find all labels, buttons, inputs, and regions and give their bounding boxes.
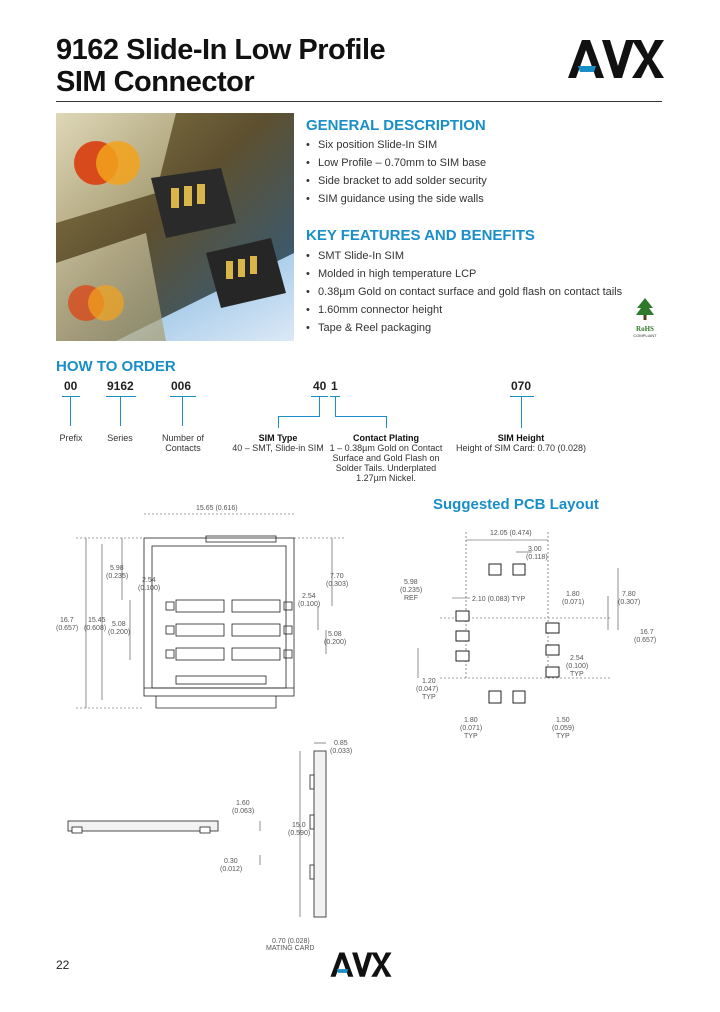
order-connector xyxy=(335,396,336,416)
order-underline xyxy=(510,396,534,397)
key-features-list xyxy=(306,247,622,337)
list-item: • 1.60mm connector height xyxy=(306,301,622,319)
sim-height-desc: Height of SIM Card: 0.70 (0.028) xyxy=(455,443,587,453)
pcb-dim: 3.00 xyxy=(528,546,542,553)
header-rule xyxy=(56,101,662,102)
order-connector xyxy=(386,416,387,428)
pcb-layout-drawing xyxy=(400,518,670,744)
top-view-drawing xyxy=(56,500,356,720)
top-dim: (0.657) xyxy=(56,625,79,632)
plating-label xyxy=(326,433,446,483)
side-dim: (0.590) xyxy=(288,830,311,837)
list-item: • SMT Slide-In SIM xyxy=(306,247,622,265)
title-line-1: 9162 Slide-In Low Profile xyxy=(56,34,386,66)
pcb-dim: (0.047) xyxy=(416,686,439,693)
list-item: • Low Profile – 0.70mm to SIM base xyxy=(306,154,487,172)
order-connector xyxy=(182,396,183,426)
pcb-dim: 2.54 xyxy=(570,655,584,662)
pcb-dim: 1.80 xyxy=(464,717,478,724)
pcb-dim: 1.50 xyxy=(556,717,570,724)
top-dim: 2.54 xyxy=(302,593,316,600)
order-connector xyxy=(278,416,320,417)
pcb-dim: (0.307) xyxy=(618,599,641,606)
order-underline xyxy=(62,396,80,397)
order-code-prefix: 00 xyxy=(64,379,78,393)
rohs-sub: COMPLIANT xyxy=(633,333,657,338)
side-dim: 0.30 xyxy=(224,858,238,865)
prefix-label: Prefix xyxy=(59,433,83,443)
sim-type-desc: 40 – SMT, Slide-in SIM xyxy=(232,443,324,453)
pcb-dim: 7.80 xyxy=(622,591,636,598)
order-underline xyxy=(170,396,196,397)
avx-footer-logo xyxy=(328,950,394,978)
pcb-dim: (0.118) xyxy=(526,554,548,561)
title-line-2: SIM Connector xyxy=(56,66,255,98)
top-dim: 5.98 xyxy=(110,565,124,572)
side-dim: 15.0 xyxy=(292,822,306,829)
general-description-heading: GENERAL DESCRIPTION xyxy=(306,117,486,134)
top-dim: 15.45 xyxy=(88,617,106,624)
pcb-dim: TYP xyxy=(556,733,570,740)
logo-text: AVX xyxy=(566,36,568,37)
plating-title: Contact Plating xyxy=(352,433,419,443)
key-features-heading: KEY FEATURES AND BENEFITS xyxy=(306,227,535,244)
list-item: • Six position Slide-In SIM xyxy=(306,136,487,154)
pcb-dim: (0.657) xyxy=(634,637,657,644)
top-dim: 16.7 xyxy=(60,617,74,624)
contacts-label xyxy=(152,433,214,453)
order-connector xyxy=(319,396,320,416)
top-dim: (0.235) xyxy=(106,573,129,580)
contacts-label-line: Contacts xyxy=(165,443,201,453)
list-item: • 0.38µm Gold on contact surface and gold flash on contact tails xyxy=(306,283,622,301)
top-dim: 5.08 xyxy=(112,621,126,628)
side-view-drawing xyxy=(60,735,390,945)
contacts-label-line: Number of xyxy=(161,433,205,443)
pcb-dim: (0.235) xyxy=(400,587,423,594)
order-code-series: 9162 xyxy=(107,379,134,393)
list-item: • SIM guidance using the side walls xyxy=(306,190,487,208)
order-code-plating: 1 xyxy=(331,379,338,393)
top-dim: (0.303) xyxy=(326,581,349,588)
plating-desc-line: 1.27µm Nickel. xyxy=(356,473,416,483)
page-title xyxy=(56,34,385,98)
pcb-dim: 1.80 xyxy=(566,591,580,598)
side-dim-mating: MATING CARD xyxy=(266,945,315,952)
plating-desc-line: 1 – 0.38µm Gold on Contact xyxy=(329,443,443,453)
pcb-dim: 1.20 xyxy=(422,678,436,685)
rohs-label: RoHS xyxy=(636,325,654,333)
rohs-badge xyxy=(628,298,662,340)
pcb-dim: TYP xyxy=(422,694,436,701)
order-underline xyxy=(106,396,136,397)
pcb-dim: TYP xyxy=(570,671,584,678)
top-dim: (0.200) xyxy=(324,639,347,646)
pcb-dim: 16.7 xyxy=(640,629,654,636)
sim-type-label xyxy=(222,433,334,453)
pcb-dim: 12.05 (0.474) xyxy=(490,530,532,537)
top-dim: (0.100) xyxy=(298,601,321,608)
plating-desc-line: Solder Tails. Underplated xyxy=(335,463,437,473)
tree-icon xyxy=(635,298,655,320)
series-label: Series xyxy=(107,433,133,443)
top-dim: 7.70 xyxy=(330,573,344,580)
list-item: • Side bracket to add solder security xyxy=(306,172,487,190)
side-dim: 1.60 xyxy=(236,800,250,807)
order-connector xyxy=(70,396,71,426)
order-connector xyxy=(278,416,279,428)
pcb-dim: 2.10 (0.083) TYP xyxy=(472,596,526,603)
top-dim: 15.65 (0.616) xyxy=(196,505,238,512)
how-to-order-heading: HOW TO ORDER xyxy=(56,358,176,375)
order-code-height: 070 xyxy=(511,379,532,393)
top-dim: 5.08 xyxy=(328,631,342,638)
sim-type-title: SIM Type xyxy=(258,433,298,443)
pcb-dim: (0.100) xyxy=(566,663,589,670)
pcb-dim: REF xyxy=(404,595,418,602)
list-item: • Tape & Reel packaging xyxy=(306,319,622,337)
pcb-dim: (0.071) xyxy=(460,725,483,732)
pcb-dim: TYP xyxy=(464,733,478,740)
plating-desc-line: Surface and Gold Flash on xyxy=(332,453,440,463)
top-dim: (0.100) xyxy=(138,585,161,592)
general-description-list xyxy=(306,136,487,208)
order-connector xyxy=(521,396,522,428)
side-dim: (0.012) xyxy=(220,866,243,873)
sim-height-label xyxy=(450,433,592,453)
page-number: 22 xyxy=(56,958,70,972)
order-code-contacts: 006 xyxy=(171,379,192,393)
pcb-layout-heading: Suggested PCB Layout xyxy=(433,496,599,513)
sim-height-title: SIM Height xyxy=(497,433,545,443)
pcb-dim: (0.071) xyxy=(562,599,585,606)
top-dim: (0.608) xyxy=(84,625,107,632)
order-connector xyxy=(335,416,387,417)
side-dim: 0.70 (0.028) xyxy=(272,938,310,945)
top-dim: (0.200) xyxy=(108,629,131,636)
order-connector xyxy=(120,396,121,426)
pcb-dim: 5.98 xyxy=(404,579,418,586)
top-dim: 2.54 xyxy=(142,577,156,584)
product-photo xyxy=(56,113,294,341)
footer-logo-text: AVX xyxy=(329,950,331,951)
side-dim: (0.033) xyxy=(330,748,353,755)
side-dim: 0.85 xyxy=(334,740,348,747)
order-code-sim-type: 40 xyxy=(313,379,327,393)
list-item: • Molded in high temperature LCP xyxy=(306,265,622,283)
avx-logo xyxy=(566,36,666,80)
side-dim: (0.063) xyxy=(232,808,255,815)
pcb-dim: (0.059) xyxy=(552,725,575,732)
